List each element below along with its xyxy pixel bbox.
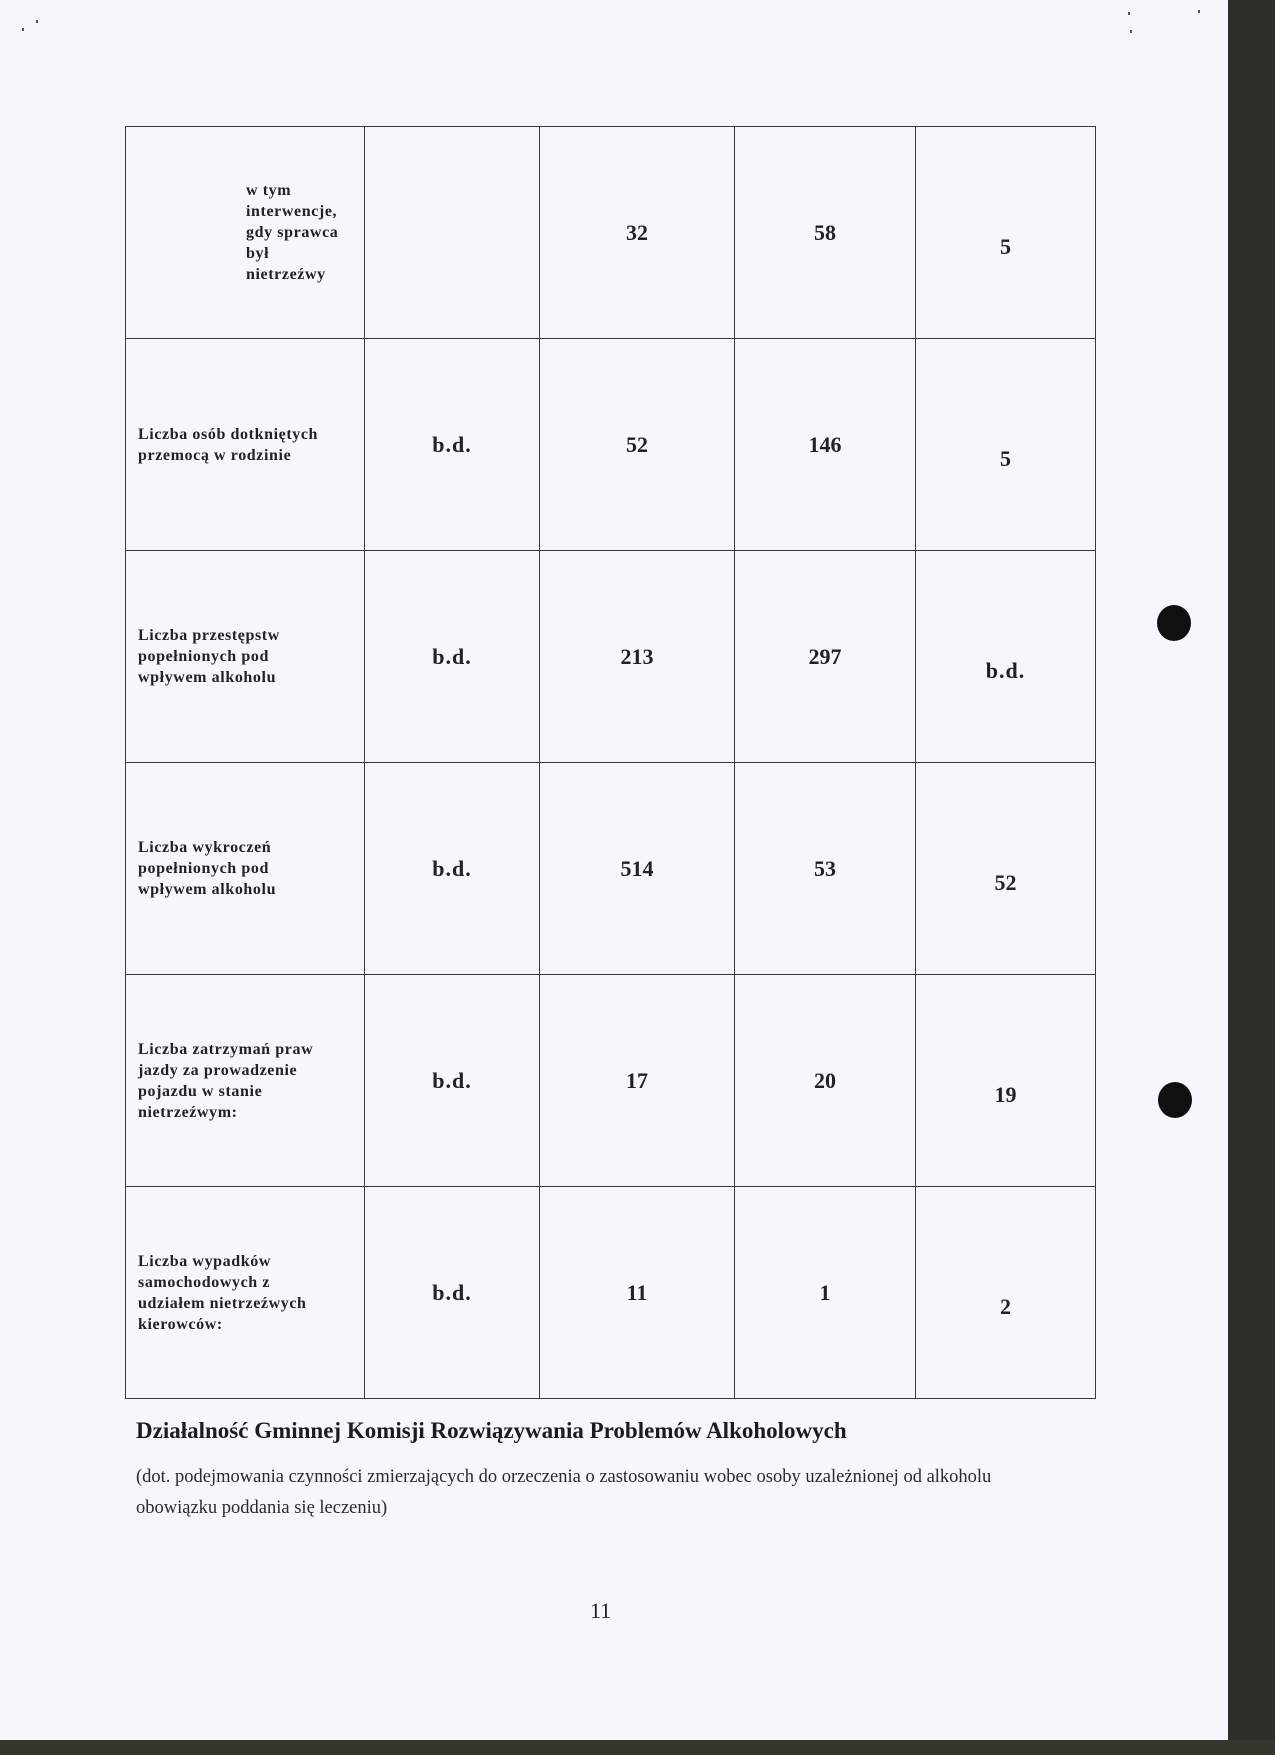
table-row [126,551,1096,763]
punch-hole [1158,1082,1192,1118]
value-cell: 297 [735,551,916,763]
value-cell: 5 [916,127,1096,339]
row-label: Liczba wykroczeń popełnionych pod wpływem alkoholu [138,839,277,898]
page-number: 11 [590,1598,612,1623]
scan-speck [22,28,24,31]
row-label-cell [126,763,365,975]
row-label: w tym interwencje, gdy sprawca był nietrzeźwy [246,182,339,283]
value-cell: 213 [540,551,735,763]
value-cell [365,127,540,339]
value-cell: 17 [540,975,735,1187]
row-label-cell [126,551,365,763]
value-cell: b.d. [916,551,1096,763]
row-label-cell [126,1187,365,1399]
table-row [126,127,1096,339]
section-heading: Działalność Gminnej Komisji Rozwiązywania Problemów Alkoholowych [136,1418,847,1443]
scan-speck [1130,30,1132,33]
statistics-table-body [126,127,1096,1399]
scan-border-bottom [0,1740,1275,1755]
statistics-table [125,126,1096,1399]
value-cell: 146 [735,339,916,551]
value-cell: 11 [540,1187,735,1399]
value-cell: b.d. [365,975,540,1187]
value-cell: 58 [735,127,916,339]
table-row [126,339,1096,551]
value-cell: 53 [735,763,916,975]
table-row [126,975,1096,1187]
row-label: Liczba przestępstw popełnionych pod wpływem alkoholu [138,627,280,686]
value-cell: 52 [916,763,1096,975]
row-label-cell [126,339,365,551]
value-cell: 19 [916,975,1096,1187]
value-cell: b.d. [365,1187,540,1399]
value-cell: 32 [540,127,735,339]
row-label-cell [126,127,365,339]
value-cell: 5 [916,339,1096,551]
value-cell: 20 [735,975,916,1187]
value-cell: 514 [540,763,735,975]
scan-speck [1198,10,1200,13]
table-row [126,1187,1096,1399]
value-cell: b.d. [365,551,540,763]
scan-speck [1128,12,1130,15]
punch-hole [1157,605,1191,641]
value-cell: 2 [916,1187,1096,1399]
row-label: Liczba zatrzymań praw jazdy za prowadzenie pojazdu w stanie nietrzeźwym: [138,1040,314,1121]
row-label: Liczba osób dotkniętych przemocą w rodzinie [138,425,319,464]
section-description: (dot. podejmowania czynności zmierzających do orzeczenia o zastosowaniu wobec osoby uzależnionej od alkoholu obowiązku poddania się leczeniu) [136,1467,992,1518]
row-label-cell [126,975,365,1187]
value-cell: 1 [735,1187,916,1399]
scan-border-right [1228,0,1275,1755]
row-label: Liczba wypadków samochodowych z udziałem nietrzeźwych kierowców: [138,1252,307,1333]
value-cell: b.d. [365,339,540,551]
value-cell: b.d. [365,763,540,975]
value-cell: 52 [540,339,735,551]
table-row [126,763,1096,975]
scan-speck [36,20,38,23]
